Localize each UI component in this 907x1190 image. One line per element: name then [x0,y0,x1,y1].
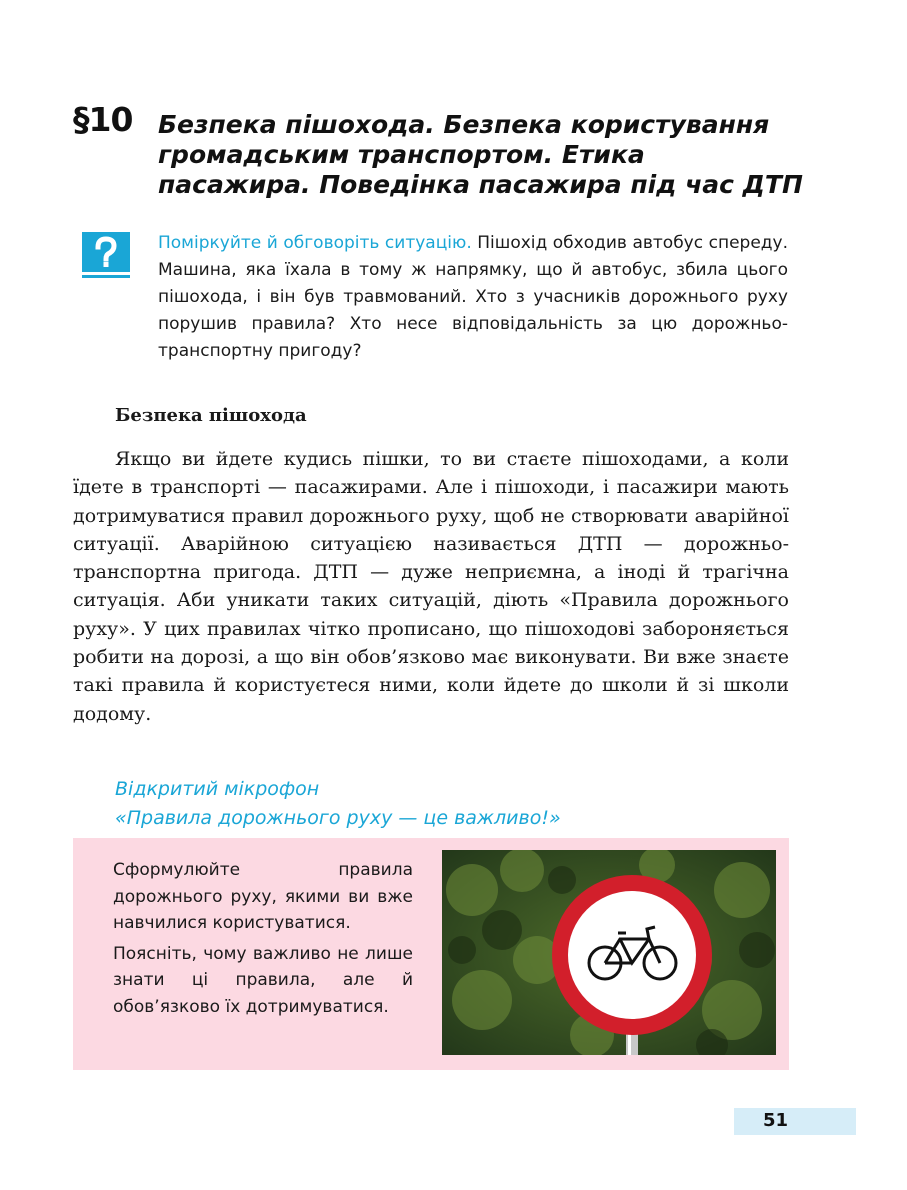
section-title [158,110,858,200]
section-number: §10 [73,100,133,139]
section-title-line: громадським транспортом. Етика [158,140,645,169]
activity-paragraph-text: Сформулюйте правила дорожнього руху, якими ви вже навчилися користуватися. [113,860,413,933]
discussion-question [158,230,788,365]
question-mark-icon [82,232,130,280]
no-bicycles-sign-icon [442,850,776,1055]
page-number-bar [734,1108,856,1135]
activity-text [113,857,413,1024]
activity-paragraph [113,857,413,937]
microphone-line: Відкритий мікрофон [115,778,320,800]
question-lead: Поміркуйте й обговоріть ситуацію. [158,233,472,253]
subheading: Безпека пішохода [115,405,307,426]
question-body: Пішохід обходив автобус спереду. Машина, яка їхала в тому ж напрямку, що й автобус, збила цього пішохода, і він був травмований. Хто з учасників дорожнього руху порушив правила? Хто несе відповідальність за цю дорожньо-транспортну пригоду? [158,233,788,361]
page-number: 51 [763,1110,789,1131]
activity-paragraph-text: Поясніть, чому важливо не лише знати ці правила, але й обов’язково їх дотримуватися. [113,943,413,1017]
section-title-line: пасажира. Поведінка пасажира під час ДТП [158,170,803,199]
section-title-line: Безпека пішохода. Безпека користування [158,110,770,139]
activity-paragraph [113,941,413,1021]
open-microphone-title [115,775,795,833]
body-paragraph: Якщо ви йдете кудись пішки, то ви стаєте пішоходами, а коли їдете в транспорті — пасажирами. Але і пішоходи, і пасажири мають дотримуватися правил дорожнього руху, щоб не створювати аварійної ситуації. Аварійною ситуацією називається ДТП — дорожньо-транспортна пригода. ДТП — дуже неприємна, а іноді й трагічна ситуація. Аби уникати таких ситуацій, діють «Правила дорожнього руху». У цих правилах чітко прописано, що пішоходові забороняється робити на дорозі, а що він обов’язково має виконувати. Ви вже знаєте такі правила й користуєтеся ними, коли йдете до школи й зі школи додому. [73,448,789,725]
microphone-line: «Правила дорожнього руху — це важливо!» [115,807,561,829]
